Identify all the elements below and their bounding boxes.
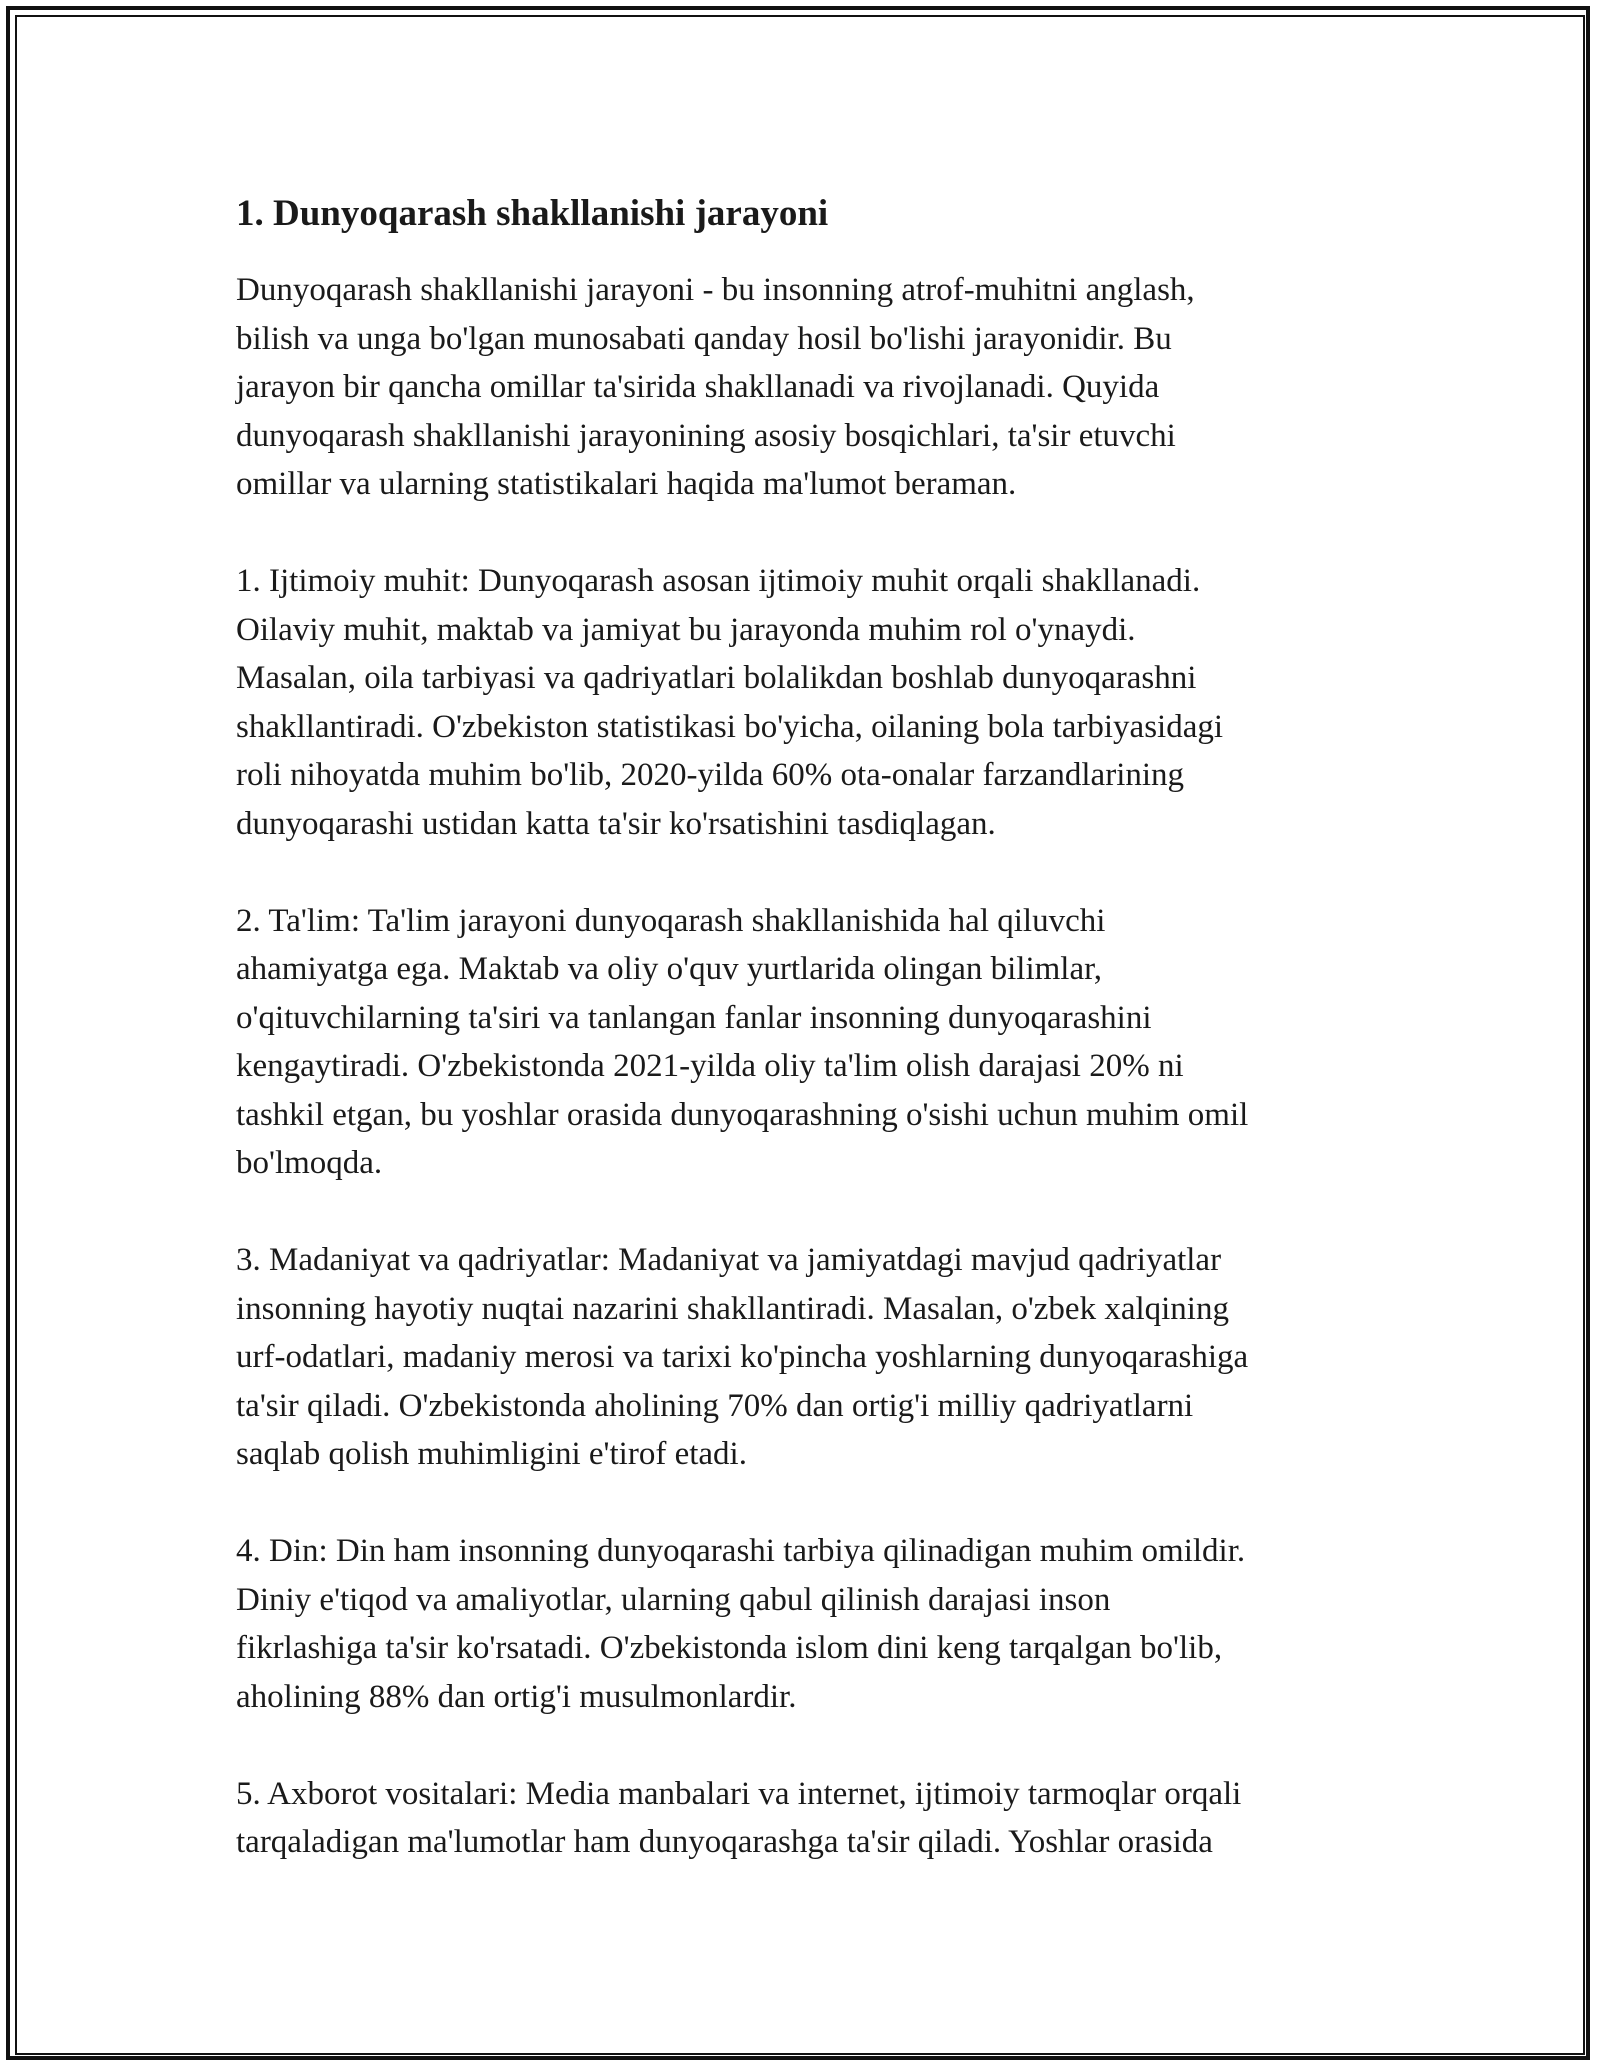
paragraph-line: aholining 88% dan ortig'i musulmonlardir.: [236, 1678, 797, 1715]
paragraph-line: shakllantiradi. O'zbekiston statistikasi bo'yicha, oilaning bola tarbiyasidagi: [236, 708, 1224, 745]
paragraph-line: 3. Madaniyat va qadriyatlar: Madaniyat va jamiyatdagi mavjud qadriyatlar: [236, 1242, 1222, 1278]
section-madaniyat: [236, 1236, 1376, 1479]
paragraph-line: dunyoqarashi ustidan katta ta'sir ko'rsatishini tasdiqlagan.: [236, 805, 996, 842]
document-body: [236, 190, 1376, 1915]
paragraph-line: Dunyoqarash shakllanishi jarayoni - bu insonning atrof-muhitni anglash,: [236, 272, 1195, 308]
section-din: [236, 1527, 1376, 1721]
paragraph-line: tashkil etgan, bu yoshlar orasida dunyoqarashning o'sishi uchun muhim omil: [236, 1096, 1249, 1133]
paragraph-line: omillar va ularning statistikalari haqida ma'lumot beraman.: [236, 466, 1017, 502]
paragraph-line: Oilaviy muhit, maktab va jamiyat bu jarayonda muhim rol o'ynaydi.: [236, 611, 1136, 648]
document-title: 1. Dunyoqarash shakllanishi jarayoni: [236, 193, 829, 234]
paragraph-line: urf-odatlari, madaniy merosi va tarixi ko'pincha yoshlarning dunyoqarashiga: [236, 1339, 1249, 1375]
paragraph-line: 2. Ta'lim: Ta'lim jarayoni dunyoqarash shakllanishida hal qiluvchi: [236, 902, 1106, 939]
paragraph-line: 4. Din: Din ham insonning dunyoqarashi tarbiya qilinadigan muhim omildir.: [236, 1533, 1246, 1569]
paragraph-line: dunyoqarash shakllanishi jarayonining asosiy bosqichlari, ta'sir etuvchi: [236, 417, 1176, 454]
paragraph-line: o'qituvchilarning ta'siri va tanlangan fanlar insonning dunyoqarashini: [236, 999, 1152, 1036]
paragraph-line: kengaytiradi. O'zbekistonda 2021-yilda oliy ta'lim olish darajasi 20% ni: [236, 1048, 1184, 1084]
paragraph-line: 1. Ijtimoiy muhit: Dunyoqarash asosan ijtimoiy muhit orqali shakllanadi.: [236, 563, 1201, 599]
paragraph-line: jarayon bir qancha omillar ta'sirida shakllanadi va rivojlanadi. Quyida: [236, 369, 1160, 405]
paragraph-line: Diniy e'tiqod va amaliyotlar, ularning qabul qilinish darajasi inson: [236, 1581, 1111, 1618]
paragraph-line: bo'lmoqda.: [236, 1145, 383, 1181]
paragraph-line: tarqaladigan ma'lumotlar ham dunyoqarashga ta'sir qiladi. Yoshlar orasida: [236, 1824, 1213, 1860]
section-talim: [236, 897, 1376, 1188]
section-axborot: [236, 1770, 1376, 1867]
paragraph-line: Masalan, oila tarbiyasi va qadriyatlari bolalikdan boshlab dunyoqarashni: [236, 660, 1197, 696]
paragraph-line: fikrlashiga ta'sir ko'rsatadi. O'zbekistonda islom dini keng tarqalgan bo'lib,: [236, 1630, 1223, 1666]
paragraph-line: saqlab qolish muhimligini e'tirof etadi.: [236, 1436, 747, 1472]
paragraph-line: ta'sir qiladi. O'zbekistonda aholining 70% dan ortig'i milliy qadriyatlarni: [236, 1387, 1194, 1424]
paragraph-line: insonning hayotiy nuqtai nazarini shakllantiradi. Masalan, o'zbek xalqining: [236, 1290, 1229, 1327]
paragraph-line: ahamiyatga ega. Maktab va oliy o'quv yurtlarida olingan bilimlar,: [236, 951, 1103, 987]
section-ijtimoiy-muhit: [236, 557, 1376, 848]
paragraph-line: bilish va unga bo'lgan munosabati qanday hosil bo'lishi jarayonidir. Bu: [236, 320, 1172, 357]
paragraph-line: roli nihoyatda muhim bo'lib, 2020-yilda 60% ota-onalar farzandlarining: [236, 757, 1185, 793]
intro-paragraph: [236, 266, 1376, 509]
paragraph-line: 5. Axborot vositalari: Media manbalari va internet, ijtimoiy tarmoqlar orqali: [236, 1775, 1242, 1812]
